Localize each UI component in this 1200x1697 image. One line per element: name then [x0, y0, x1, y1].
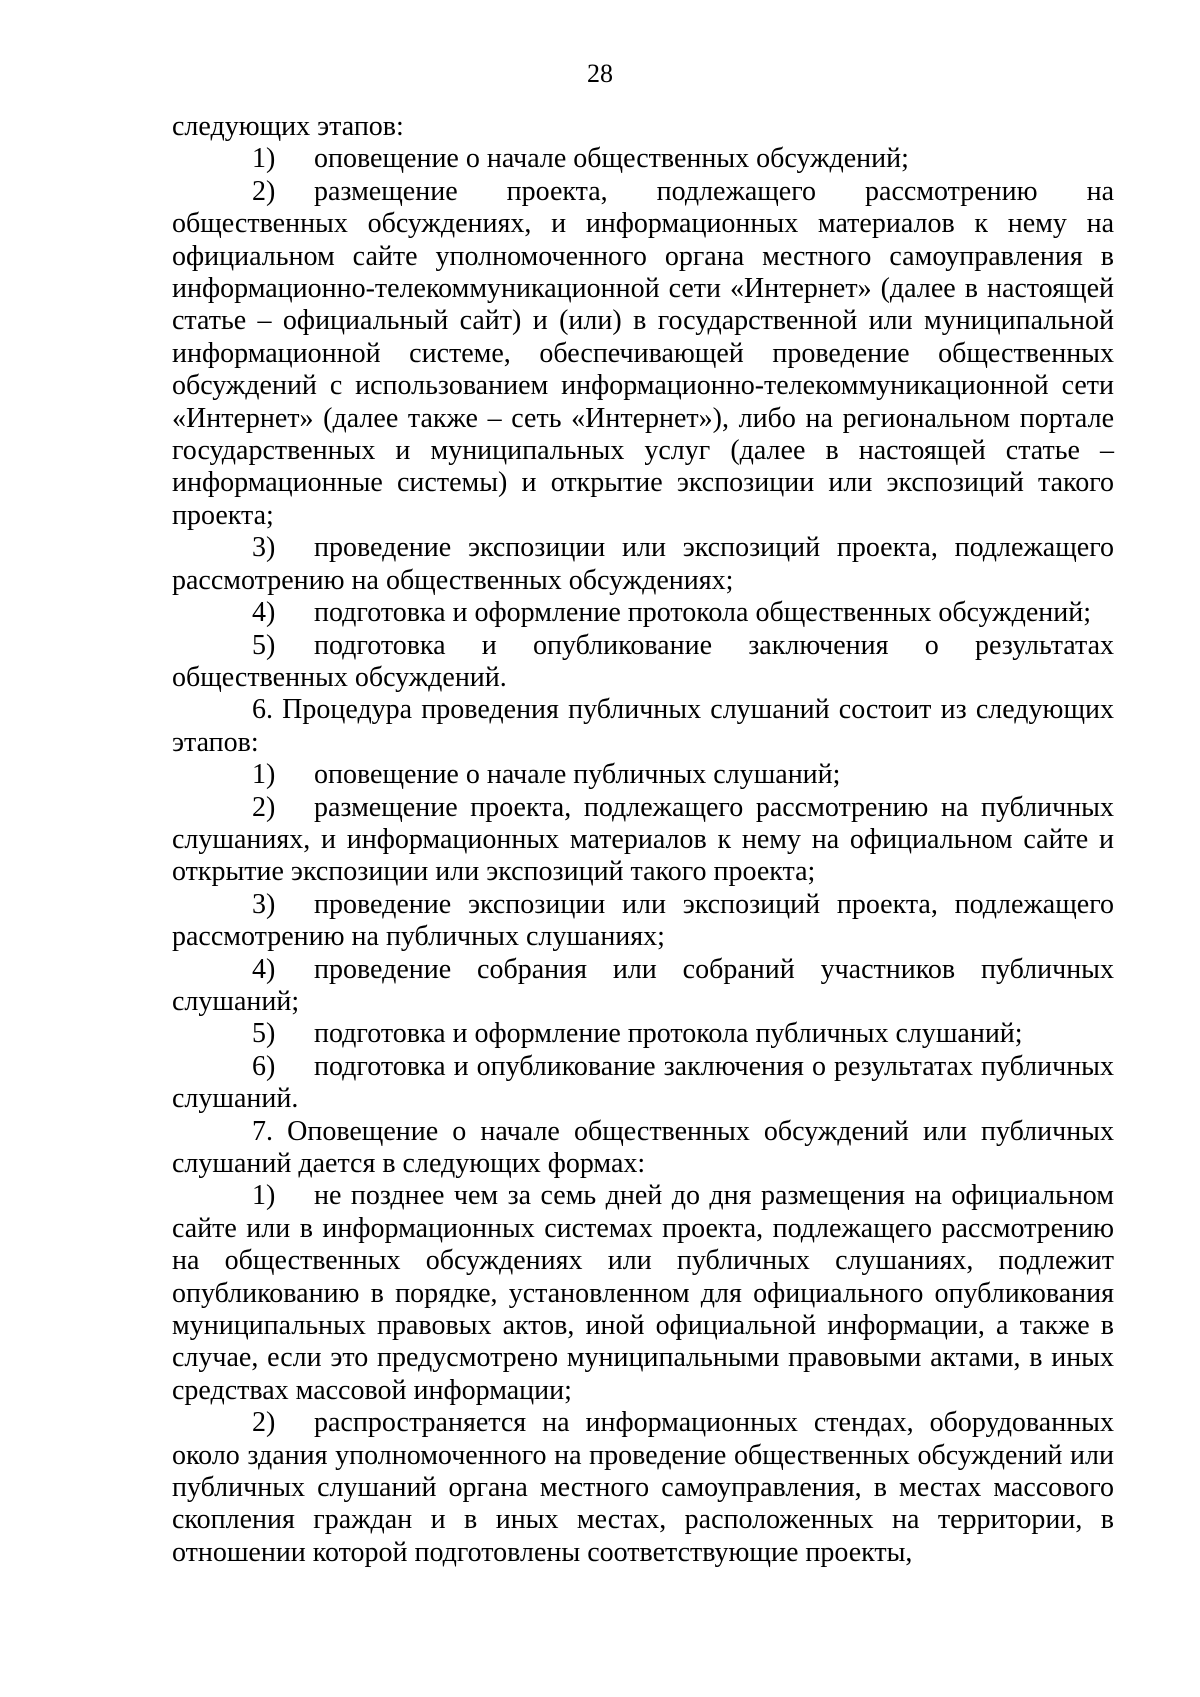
list-item-number: 2) — [252, 1407, 276, 1439]
list-item-number: 2) — [252, 175, 276, 207]
paragraph-text: подготовка и оформление протокола публичных слушаний; — [314, 1018, 1023, 1050]
paragraph — [172, 1116, 1114, 1181]
paragraph-text: следующих этапов: — [172, 111, 404, 142]
paragraph-text: распространяется на информационных стендах, оборудованных около здания уполномоченного на проведение общественных обсуждений или публичных слушаний органа местного самоуправления, в местах массового скопления граждан и в иных местах, расположенных на территории, в отношении которой подготовлены соответствующие проекты, — [172, 1407, 1114, 1568]
list-item-number: 5) — [252, 1018, 276, 1050]
list-item — [172, 1018, 1114, 1050]
paragraph-text: размещение проекта, подлежащего рассмотрению на публичных слушаниях, и информационных материалов к нему на официальном сайте и открытие экспозиции или экспозиций такого проекта; — [172, 791, 1114, 888]
paragraph-text: подготовка и опубликование заключения о результатах общественных обсуждений. — [172, 629, 1114, 693]
list-item-number: 3) — [252, 532, 276, 564]
paragraph-text: подготовка и опубликование заключения о результатах публичных слушаний. — [172, 1050, 1114, 1115]
list-item — [172, 532, 1114, 597]
list-item — [172, 1051, 1114, 1116]
list-item — [172, 1407, 1114, 1569]
paragraph-text: не позднее чем за семь дней до дня размещения на официальном сайте или в информационных системах проекта, подлежащего рассмотрению на общественных обсуждениях или публичных слушаниях, подлежит опубликованию в порядке, установленном для официального опубликования муниципальных правовых актов, иной официальной информации, а также в случае, если это предусмотрено муниципальными правовыми актами, в иных средствах массовой информации; — [172, 1180, 1114, 1406]
paragraph-text: проведение экспозиции или экспозиций проекта, подлежащего рассмотрению на публичных слушаниях; — [172, 888, 1114, 953]
list-item — [172, 954, 1114, 1019]
paragraph-text: оповещение о начале общественных обсуждений; — [314, 143, 909, 175]
document-body — [172, 111, 1114, 1569]
paragraph-text: оповещение о начале публичных слушаний; — [314, 759, 841, 791]
list-item — [172, 759, 1114, 791]
list-item-number: 4) — [252, 953, 276, 985]
list-item-number: 2) — [252, 791, 276, 823]
list-item — [172, 143, 1114, 175]
paragraph-text: проведение экспозиции или экспозиций проекта, подлежащего рассмотрению на общественных обсуждениях; — [172, 532, 1114, 596]
page-number: 28 — [587, 59, 613, 88]
list-item-number: 1) — [252, 1180, 276, 1212]
list-item — [172, 792, 1114, 889]
paragraph — [172, 694, 1114, 759]
list-item — [172, 597, 1114, 629]
paragraph-text: проведение собрания или собраний участников публичных слушаний; — [172, 953, 1114, 1017]
list-item — [172, 889, 1114, 954]
paragraph-text: 6. Процедура проведения публичных слушаний состоит из следующих этапов: — [172, 694, 1114, 758]
list-item-number: 1) — [252, 143, 276, 175]
list-item-number: 1) — [252, 759, 276, 791]
list-item-number: 6) — [252, 1050, 276, 1082]
list-item — [172, 176, 1114, 532]
paragraph — [172, 111, 1114, 143]
paragraph-text: подготовка и оформление протокола общественных обсуждений; — [314, 597, 1091, 629]
list-item-number: 5) — [252, 629, 276, 661]
list-item — [172, 630, 1114, 695]
paragraph-text: 7. Оповещение о начале общественных обсуждений или публичных слушаний дается в следующих формах: — [172, 1115, 1114, 1179]
list-item-number: 4) — [252, 597, 276, 629]
paragraph-text: размещение проекта, подлежащего рассмотрению на общественных обсуждениях, и информационных материалов к нему на официальном сайте уполномоченного органа местного самоуправления в информационно-телекоммуникационной сети «Интернет» (далее в настоящей статье – официальный сайт) и (или) в государственной или муниципальной информационной системе, обеспечивающей проведение общественных обсуждений с использованием информационно-телекоммуникационной сети «Интернет» (далее также – сеть «Интернет»), либо на региональном портале государственных и муниципальных услуг (далее в настоящей статье – информационные системы) и открытие экспозиции или экспозиций такого проекта; — [172, 175, 1114, 531]
list-item — [172, 1180, 1114, 1407]
list-item-number: 3) — [252, 888, 276, 920]
